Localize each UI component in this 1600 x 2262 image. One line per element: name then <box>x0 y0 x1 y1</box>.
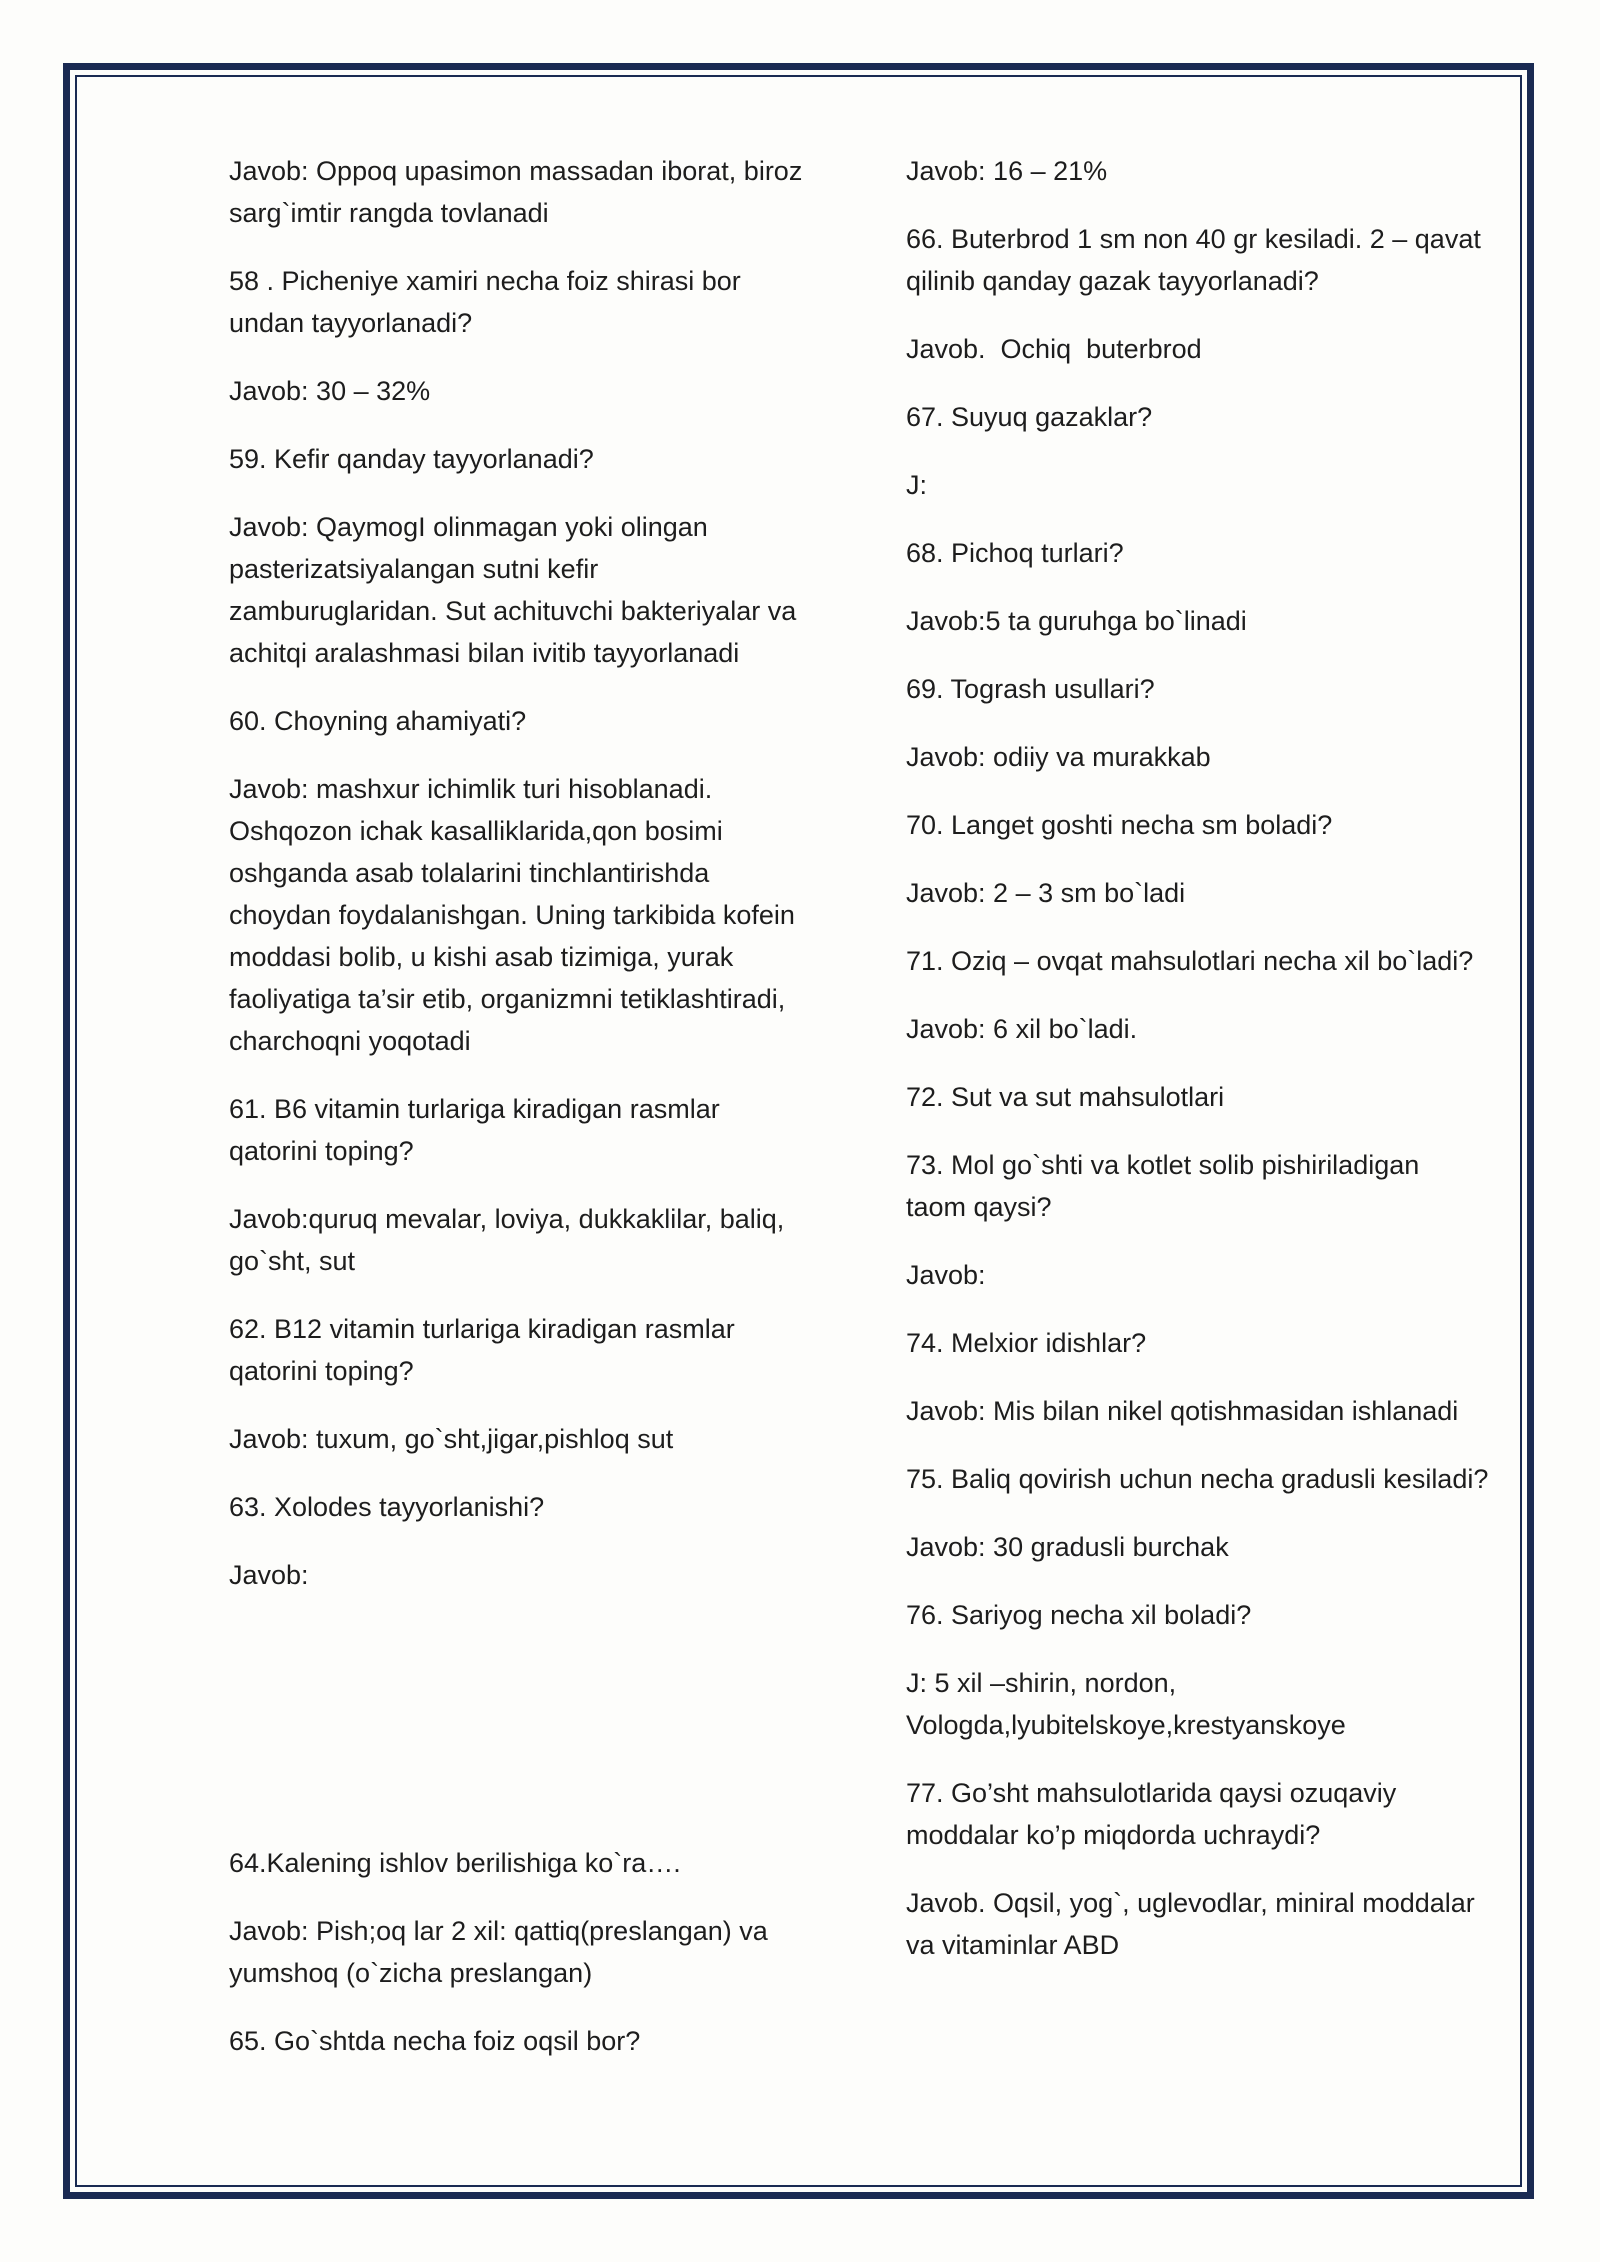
question-72: 72. Sut va sut mahsulotlari <box>906 1082 1225 1112</box>
question-64: 64.Kalening ishlov berilishiga ko`ra…. <box>229 1848 681 1878</box>
question-60: 60. Choyning ahamiyati? <box>229 706 527 736</box>
question-71: 71. Oziq – ovqat mahsulotlari necha xil bo`ladi? <box>906 946 1474 976</box>
left-column <box>229 150 829 2088</box>
question-73: 73. Mol go`shti va kotlet solib pishiriladigan taom qaysi? <box>906 1150 1420 1222</box>
question-68: 68. Pichoq turlari? <box>906 538 1124 568</box>
right-column <box>906 150 1506 1992</box>
question-74: 74. Melxior idishlar? <box>906 1328 1147 1358</box>
question-65: 65. Go`shtda necha foiz oqsil bor? <box>229 2026 641 2056</box>
answer-69: Javob: odiiy va murakkab <box>906 742 1211 772</box>
question-66: 66. Buterbrod 1 sm non 40 gr kesiladi. 2 – qavat qilinib qanday gazak tayyorlanadi? <box>906 224 1481 296</box>
answer-58: Javob: 30 – 32% <box>229 376 431 406</box>
question-61: 61. B6 vitamin turlariga kiradigan rasmlar qatorini toping? <box>229 1094 720 1166</box>
answer-75: Javob: 30 gradusli burchak <box>906 1532 1229 1562</box>
question-58: 58 . Picheniye xamiri necha foiz shirasi bor undan tayyorlanadi? <box>229 266 741 338</box>
answer-66: Javob. Ochiq buterbrod <box>906 334 1202 364</box>
answer-74: Javob: Mis bilan nikel qotishmasidan ishlanadi <box>906 1396 1459 1426</box>
answer-76: J: 5 xil –shirin, nordon, Vologda,lyubitelskoye,krestyanskoye <box>906 1668 1346 1740</box>
answer-70: Javob: 2 – 3 sm bo`ladi <box>906 878 1186 908</box>
answer-67: J: <box>906 470 928 500</box>
answer-60: Javob: mashxur ichimlik turi hisoblanadi. Oshqozon ichak kasalliklarida,qon bosimi oshganda asab tolalarini tinchlantirishda choydan foydalanishgan. Uning tarkibida kofein moddasi bolib, u kishi asab tizimiga, yurak faoliyatiga ta’sir etib, organizmni tetiklashtiradi, charchoqni yoqotadi <box>229 774 795 1056</box>
answer-57: Javob: Oppoq upasimon massadan iborat, biroz sarg`imtir rangda tovlanadi <box>229 156 803 228</box>
question-77: 77. Go’sht mahsulotlarida qaysi ozuqaviy moddalar ko’p miqdorda uchraydi? <box>906 1778 1397 1850</box>
answer-59: Javob: QaymogI olinmagan yoki olingan pasterizatsiyalangan sutni kefir zamburuglaridan. Sut achituvchi bakteriyalar va achitqi aralashmasi bilan ivitib tayyorlanadi <box>229 512 797 668</box>
question-69: 69. Togrash usullari? <box>906 674 1155 704</box>
question-59: 59. Kefir qanday tayyorlanadi? <box>229 444 594 474</box>
question-67: 67. Suyuq gazaklar? <box>906 402 1153 432</box>
question-75: 75. Baliq qovirish uchun necha gradusli kesiladi? <box>906 1464 1489 1494</box>
question-76: 76. Sariyog necha xil boladi? <box>906 1600 1252 1630</box>
blank-space <box>229 1622 829 1842</box>
answer-65: Javob: 16 – 21% <box>906 156 1108 186</box>
answer-77: Javob. Oqsil, yog`, uglevodlar, miniral moddalar va vitaminlar ABD <box>906 1888 1475 1960</box>
question-62: 62. B12 vitamin turlariga kiradigan rasmlar qatorini toping? <box>229 1314 735 1386</box>
answer-61: Javob:quruq mevalar, loviya, dukkaklilar, baliq, go`sht, sut <box>229 1204 785 1276</box>
question-70: 70. Langet goshti necha sm boladi? <box>906 810 1333 840</box>
answer-68: Javob:5 ta guruhga bo`linadi <box>906 606 1247 636</box>
answer-63: Javob: <box>229 1560 309 1590</box>
answer-73: Javob: <box>906 1260 986 1290</box>
answer-64: Javob: Pish;oq lar 2 xil: qattiq(preslangan) va yumshoq (o`zicha preslangan) <box>229 1916 768 1988</box>
question-63: 63. Xolodes tayyorlanishi? <box>229 1492 545 1522</box>
answer-62: Javob: tuxum, go`sht,jigar,pishloq sut <box>229 1424 674 1454</box>
answer-71: Javob: 6 xil bo`ladi. <box>906 1014 1138 1044</box>
